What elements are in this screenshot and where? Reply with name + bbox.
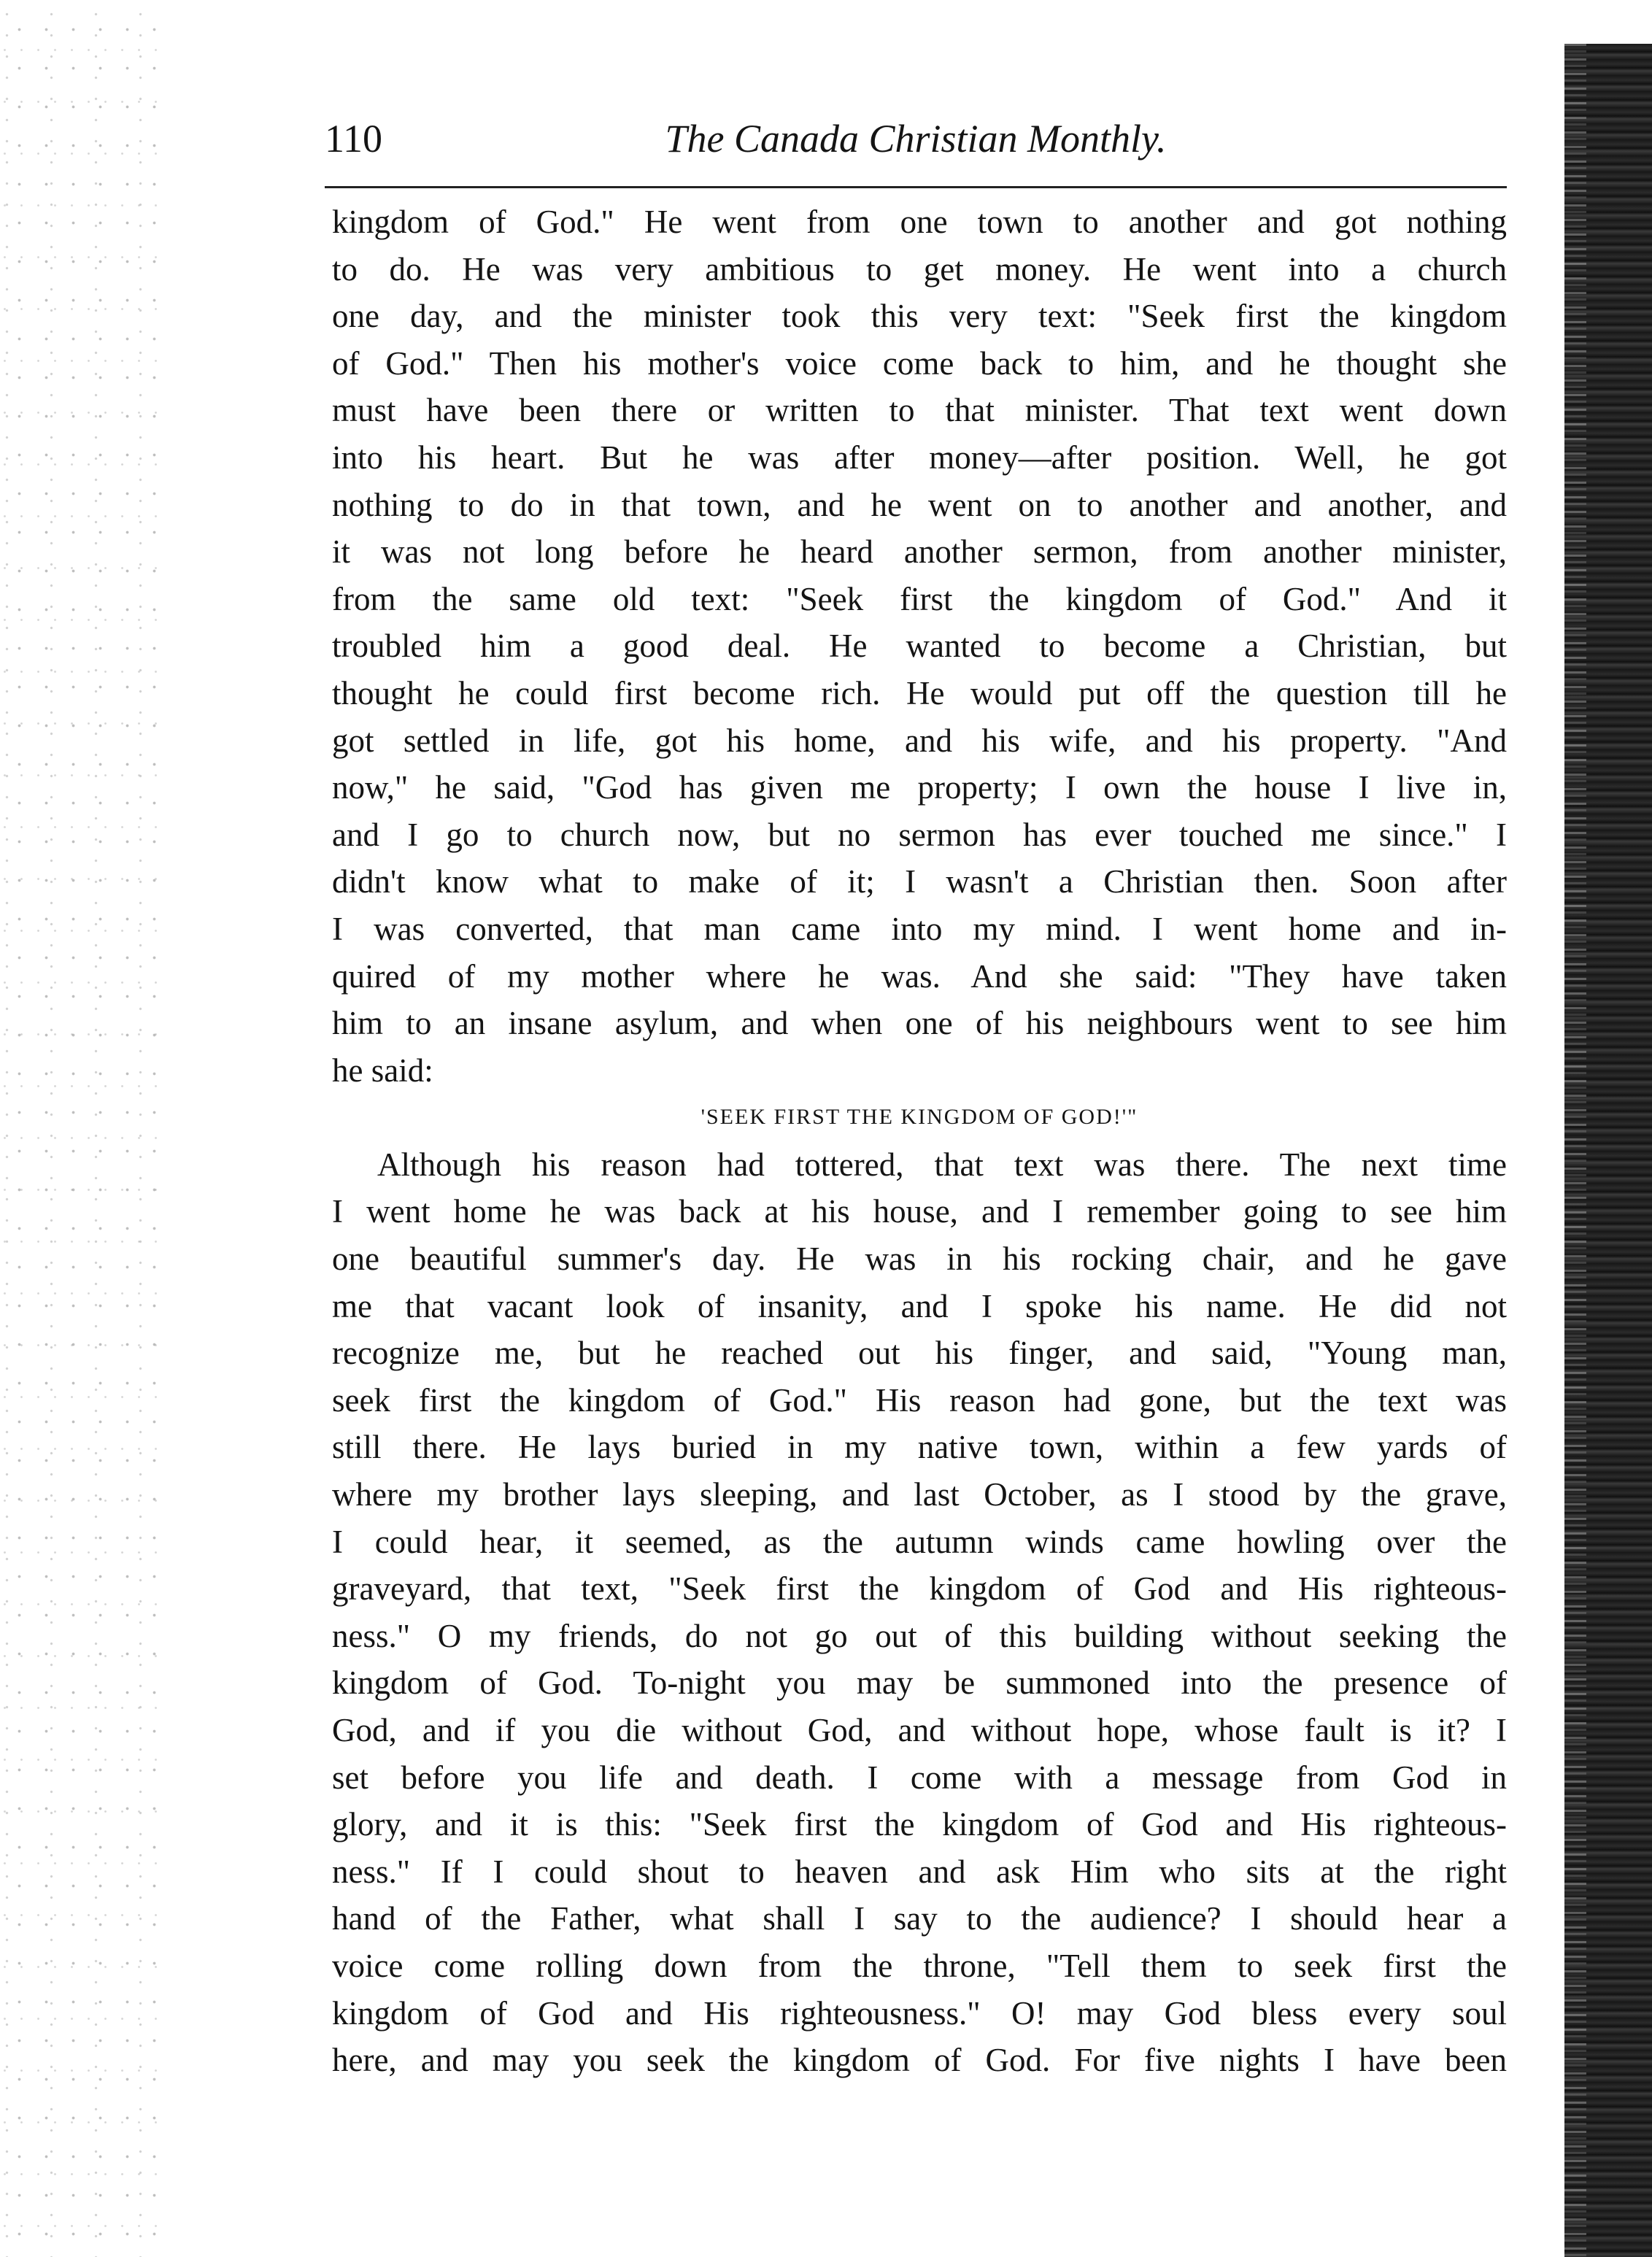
text-line: troubled him a good deal. He wanted to become a Christian, but [332,628,1507,665]
text-line: didn't know what to make of it; I wasn't a Christian then. Soon after [332,863,1507,900]
text-line: voice come rolling down from the throne, "Tell them to seek first the [332,1947,1507,1984]
text-line: of God." Then his mother's voice come back to him, and he thought she [332,344,1507,382]
text-line: kingdom of God and His righteousness." O! may God bless every soul [332,1994,1507,2032]
text-line: I could hear, it seemed, as the autumn winds came howling over the [332,1523,1507,1560]
text-line: kingdom of God." He went from one town to another and got nothing [332,204,1507,240]
text-line: nothing to do in that town, and he went on to another and another, and [332,486,1507,523]
text-line: quired of my mother where he was. And she said: "They have taken [332,957,1507,995]
text-line: me that vacant look of insanity, and I spoke his name. He did not [332,1287,1507,1324]
text-line: set before you life and death. I come with a message from God in [332,1759,1507,1796]
text-line: recognize me, but he reached out his finger, and said, "Young man, [332,1335,1507,1372]
text-line: it was not long before he heard another sermon, from another minister, [332,533,1507,571]
page-number: 110 [325,117,382,161]
text-line: God, and if you die without God, and without hope, whose fault is it? I [332,1712,1507,1748]
text-line: to do. He was very ambitious to get money. He went into a church [332,250,1507,288]
text-line: and I go to church now, but no sermon has ever touched me since." I [332,816,1507,853]
text-line: I was converted, that man came into my mind. I went home and in- [332,910,1507,947]
quoted-text-caps: 'SEEK FIRST THE KINGDOM OF GOD!'" [700,1105,1138,1130]
text-line: ness." If I could shout to heaven and ask Him who sits at the right [332,1853,1507,1890]
text-line: kingdom of God. To-night you may be summoned into the presence of [332,1664,1507,1702]
text-line: where my brother lays sleeping, and last October, as I stood by the grave, [332,1476,1507,1513]
text-line: I went home he was back at his house, and I remember going to see him [332,1193,1507,1230]
text-line: from the same old text: "Seek first the kingdom of God." And it [332,580,1507,617]
text-line: he said: [332,1052,433,1089]
text-line: still there. He lays buried in my native town, within a few yards of [332,1429,1507,1466]
binding-edge [1564,44,1652,2257]
header-rule [325,186,1507,188]
paragraph-first-line: Although his reason had tottered, that text was there. The next time [377,1146,1507,1183]
scan-edge-noise [0,0,168,2257]
text-line: seek first the kingdom of God." His reason had gone, but the text was [332,1381,1507,1419]
text-line: now," he said, "God has given me property; I own the house I live in, [332,769,1507,806]
text-line: into his heart. But he was after money—after position. Well, he got [332,439,1507,476]
text-line: thought he could first become rich. He would put off the question till he [332,674,1507,711]
text-line: one day, and the minister took this very text: "Seek first the kingdom [332,298,1507,335]
text-line: must have been there or written to that minister. That text went down [332,392,1507,429]
text-line: ness." O my friends, do not go out of this building without seeking the [332,1617,1507,1654]
text-line: got settled in life, got his home, and his wife, and his property. "And [332,722,1507,759]
running-title: The Canada Christian Monthly. [665,117,1167,161]
text-line: here, and may you seek the kingdom of God. For five nights I have been [332,2042,1507,2079]
body-text [332,198,1507,2084]
text-line: glory, and it is this: "Seek first the kingdom of God and His righteous- [332,1806,1507,1843]
text-line: one beautiful summer's day. He was in his rocking chair, and he gave [332,1241,1507,1278]
text-line: hand of the Father, what shall I say to the audience? I should hear a [332,1900,1507,1937]
text-line: him to an insane asylum, and when one of his neighbours went to see him [332,1005,1507,1042]
page-header [325,109,1507,168]
text-line: graveyard, that text, "Seek first the kingdom of God and His righteous- [332,1570,1507,1608]
